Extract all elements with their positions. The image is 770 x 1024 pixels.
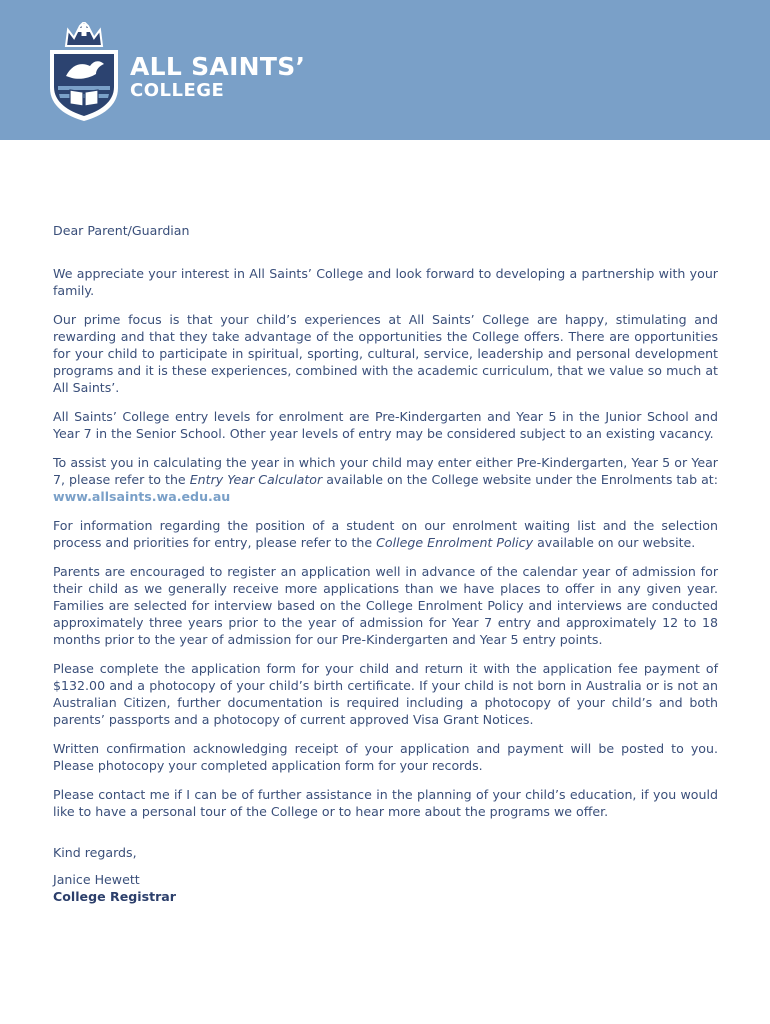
paragraph-policy (53, 517, 718, 551)
brand-name: ALL SAINTS’ (130, 52, 306, 81)
paragraph-intro: We appreciate your interest in All Saints’ College and look forward to developing a partnership with your family. (53, 266, 718, 298)
paragraph-register: Parents are encouraged to register an application well in advance of the calendar year of admission for their child as we generally receive more applications than we have places to offer in any given year. Families are selected for interview based on the College Enrolment Policy and interviews are conducted approximately three years prior to the year of admission for Year 7 entry and approximately 12 to 18 months prior to the year of admission for our Pre-Kindergarten and Year 5 entry points. (53, 564, 718, 647)
salutation: Dear Parent/Guardian (53, 223, 190, 238)
paragraph-entry-levels: All Saints’ College entry levels for enrolment are Pre-Kindergarten and Year 5 in the Junior School and Year 7 in the Senior School. Other year levels of entry may be considered subject to an existing vacancy. (53, 409, 718, 441)
policy-text-before: For information regarding the position of a student on our enrolment waiting list and the selection process and priorities for entry, please refer to the (53, 518, 718, 550)
closing: Kind regards, (53, 845, 137, 860)
college-crest-icon (44, 22, 124, 122)
policy-text-after: available on our website. (533, 535, 696, 550)
paragraph-confirmation: Written confirmation acknowledging receipt of your application and payment will be posted to you. Please photocopy your completed application form for your records. (53, 741, 718, 773)
paragraph-application: Please complete the application form for your child and return it with the application fee payment of $132.00 and a photocopy of your child’s birth certificate. If your child is not born in Australia or is not an Australian Citizen, further documentation is required including a photocopy of your child’s and both parents’ passports and a photocopy of current approved Visa Grant Notices. (53, 661, 718, 727)
paragraph-focus: Our prime focus is that your child’s experiences at All Saints’ College are happy, stimulating and rewarding and that they take advantage of the opportunities the College offers. There are opportunities for your child to participate in spiritual, sporting, cultural, service, leadership and personal development programs and it is these experiences, combined with the academic curriculum, that we value so much at All Saints’. (53, 312, 718, 395)
website-link[interactable]: www.allsaints.wa.edu.au (53, 489, 231, 504)
header-band (0, 0, 770, 140)
calculator-name: Entry Year Calculator (189, 472, 323, 487)
letter-body (53, 222, 718, 917)
brand-subname: COLLEGE (130, 80, 225, 101)
signatory-title: College Registrar (53, 889, 177, 904)
calculator-text-before: To assist you in calculating the year in which your child may enter either Pre-Kindergarten, Year 5 or Year 7, please refer to the (53, 455, 718, 487)
calculator-text-after: available on the College website under the Enrolments tab at: (322, 472, 718, 487)
paragraph-calculator (53, 454, 718, 505)
signatory-name: Janice Hewett (53, 872, 140, 887)
policy-name: College Enrolment Policy (376, 535, 534, 550)
paragraph-contact: Please contact me if I can be of further assistance in the planning of your child’s education, if you would like to have a personal tour of the College or to hear more about the programs we offer. (53, 787, 718, 819)
